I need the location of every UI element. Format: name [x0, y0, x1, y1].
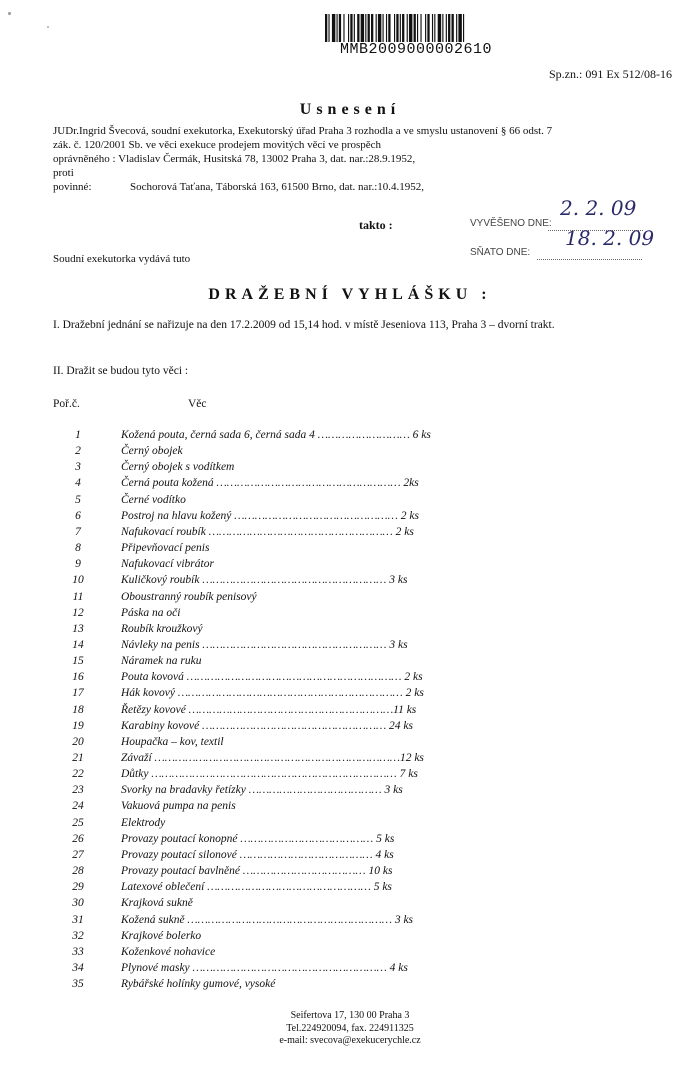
intro-line: oprávněného : Vladislav Čermák, Husitská 78, 13002 Praha 3, dat. nar.:28.9.1952,: [53, 153, 416, 165]
item-number: 27: [72, 848, 84, 861]
item-description: Koženkové nohavice: [121, 945, 216, 958]
stamp-posted-label: VYVĚŠENO DNE:: [470, 218, 552, 229]
scan-speck: [8, 12, 11, 15]
item-number: 33: [72, 945, 84, 958]
item-number: 12: [72, 606, 84, 619]
intro-line: proti: [53, 167, 74, 179]
reference-number: Sp.zn.: 091 Ex 512/08-16: [549, 67, 672, 81]
item-description: Návleky na penis ……………………………………………… 3 ks: [121, 638, 408, 651]
item-description: Černá pouta kožená ……………………………………………… 2ks: [121, 477, 419, 490]
item-description: Postroj na hlavu kožený ………………………………………… 2 ks: [121, 509, 419, 522]
document-title: Usnesení: [299, 101, 401, 118]
item-description: Plynové masky ………………………………………………… 4 ks: [121, 961, 408, 974]
item-number: 17: [72, 687, 84, 700]
intro-line: zák. č. 120/2001 Sb. ve věci exekuce prodejem movitých věcí ve prospěch: [53, 139, 382, 151]
item-number: 23: [72, 784, 84, 797]
item-number: 15: [72, 655, 84, 668]
item-description: Houpačka – kov, textil: [121, 735, 224, 748]
column-header-item: Věc: [188, 398, 207, 410]
item-description: Náramek na ruku: [121, 655, 202, 668]
item-number: 8: [75, 542, 81, 555]
item-number: 6: [75, 509, 81, 522]
item-description: Svorky na bradavky řetízky ………………………………… 3 ks: [121, 784, 403, 797]
item-number: 30: [72, 897, 84, 910]
takto-label: takto :: [359, 218, 393, 232]
item-number: 26: [72, 832, 84, 845]
item-number: 10: [72, 574, 84, 587]
item-description: Pouta kovová ……………………………………………………… 2 ks: [121, 671, 423, 684]
item-number: 29: [72, 881, 84, 894]
item-description: Provazy poutací bavlněné ……………………………… 10 ks: [121, 865, 393, 878]
item-number: 35: [72, 978, 84, 991]
item-number: 14: [72, 638, 84, 651]
item-number: 13: [72, 622, 84, 635]
povinne-text: Sochorová Taťana, Táborská 163, 61500 Brno, dat. nar.:10.4.1952,: [130, 181, 425, 193]
povinne-line: [53, 180, 693, 194]
stamp-removed-date: 18. 2. 09: [565, 226, 655, 250]
section-1-text: I. Dražební jednání se nařizuje na den 17.2.2009 od 15,14 hod. v místě Jeseniova 113, Praha 3 – dvorní trakt.: [53, 319, 555, 331]
item-number: 34: [72, 961, 84, 974]
item-description: Černý obojek: [121, 445, 183, 458]
item-number: 1: [75, 429, 81, 441]
item-description: Nafukovací roubík ……………………………………………… 2 ks: [121, 525, 414, 538]
item-number: 22: [72, 768, 84, 781]
item-number: 18: [72, 703, 84, 716]
item-description: Připevňovací penis: [121, 542, 210, 555]
footer-email: e-mail: svecova@exekucerychle.cz: [279, 1035, 421, 1046]
item-description: Latexové oblečení ………………………………………… 5 ks: [121, 881, 392, 894]
item-number: 11: [72, 590, 84, 603]
barcode-number: MMB2009000002610: [340, 41, 493, 58]
item-description: Krajková sukně: [121, 897, 193, 910]
item-description: Řetězy kovové ……………………………………………………11 ks: [121, 703, 417, 716]
item-description: Karabiny kovové ……………………………………………… 24 ks: [121, 719, 413, 732]
intro-line: JUDr.Ingrid Švecová, soudní exekutorka, Exekutorský úřad Praha 3 rozhodla a ve smyslu ustanovení § 66 odst. 7: [53, 125, 553, 137]
item-description: Černé vodítko: [121, 493, 186, 506]
item-description: Závaží ………………………………………………………………12 ks: [121, 752, 424, 764]
item-description: Kuličkový roubík ……………………………………………… 3 ks: [121, 574, 408, 587]
section-2-text: II. Dražit se budou tyto věci :: [53, 365, 189, 377]
footer-address: Seifertova 17, 130 00 Praha 3: [290, 1010, 410, 1021]
item-description: Krajkové bolerko: [121, 929, 202, 942]
item-description: Černý obojek s vodítkem: [121, 461, 235, 474]
footer-phone: Tel.224920094, fax. 224911325: [286, 1022, 414, 1034]
scan-speck: [47, 26, 49, 28]
item-description: Vakuová pumpa na penis: [121, 800, 236, 813]
item-number: 9: [75, 558, 81, 571]
item-number: 32: [72, 929, 84, 942]
item-description: Elektrody: [121, 816, 166, 829]
item-number: 20: [72, 735, 84, 748]
item-number: 19: [72, 719, 84, 732]
stamp-posted-date: 2. 2. 09: [560, 196, 637, 220]
item-description: Rybářské holínky gumové, vysoké: [121, 978, 276, 991]
issuing-statement: Soudní exekutorka vydává tuto: [53, 253, 191, 265]
item-description: Hák kovový ………………………………………………………… 2 ks: [121, 687, 424, 700]
barcode: [325, 14, 560, 42]
item-number: 25: [72, 816, 84, 829]
item-description: Oboustranný roubík penisový: [121, 590, 257, 603]
povinne-label: povinné:: [53, 181, 92, 193]
item-number: 3: [75, 461, 81, 474]
item-description: Kožená pouta, černá sada 6, černá sada 4 ……………………… 6 ks: [121, 429, 431, 441]
intro-paragraph: [53, 124, 693, 194]
auction-heading: DRAŽEBNÍ VYHLÁŠKU :: [208, 286, 492, 303]
item-number: 2: [75, 445, 81, 458]
item-number: 21: [72, 752, 84, 764]
item-description: Nafukovací vibrátor: [121, 558, 214, 571]
footer-contact: [0, 1010, 700, 1048]
column-header-number: Poř.č.: [53, 398, 80, 410]
stamp-removed-label: SŇATO DNE:: [470, 247, 531, 258]
item-number: 24: [72, 800, 84, 813]
item-description: Páska na oči: [121, 606, 181, 619]
item-number: 31: [72, 913, 84, 926]
item-description: Provazy poutací konopné ………………………………… 5 ks: [121, 832, 395, 845]
item-number: 7: [75, 525, 81, 538]
item-number: 4: [75, 477, 81, 490]
item-description: Roubík kroužkový: [121, 622, 203, 635]
item-number: 28: [72, 865, 84, 878]
item-number: 5: [75, 493, 81, 506]
item-number: 16: [72, 671, 84, 684]
item-description: Provazy poutací silonové ………………………………… 4 ks: [121, 848, 394, 861]
item-description: Důtky ……………………………………………………………… 7 ks: [121, 768, 418, 781]
item-description: Kožená sukně …………………………………………………… 3 ks: [121, 913, 414, 926]
